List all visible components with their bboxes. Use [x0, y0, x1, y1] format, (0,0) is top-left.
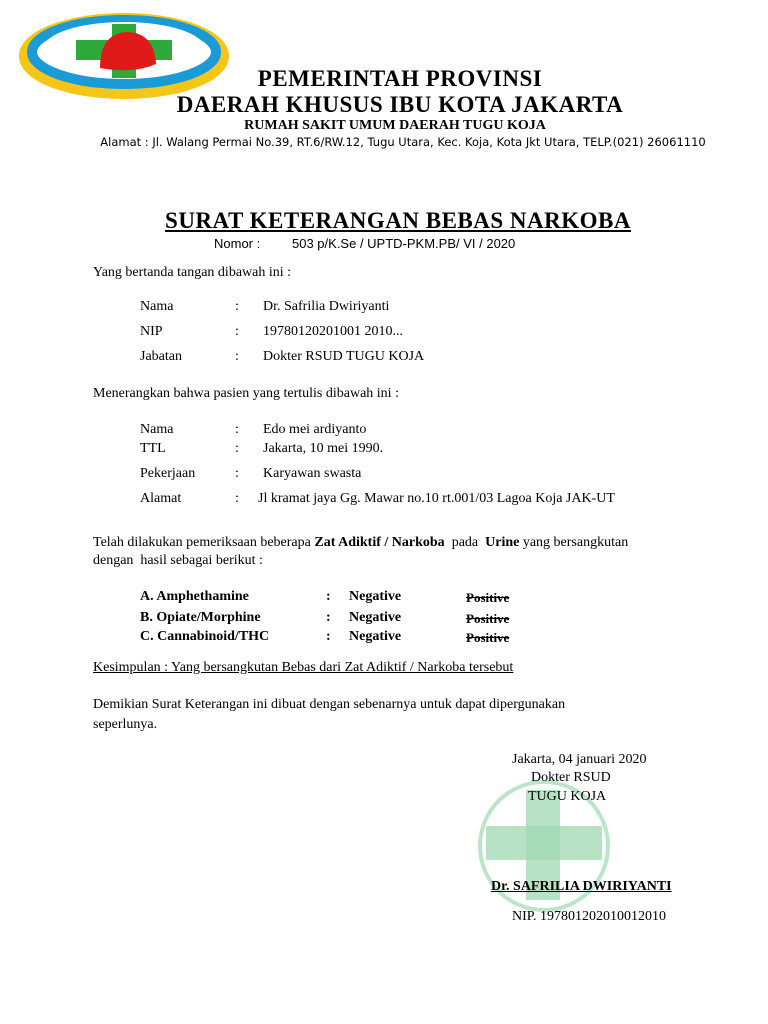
result-name-cannabinoid: C. Cannabinoid/THC [140, 629, 270, 644]
signer-name-colon: : [235, 299, 239, 314]
header-address: Alamat : Jl. Walang Permai No.39, RT.6/RW.12, Tugu Utara, Kec. Koja, Kota Jkt Utara, TELP.(021) 26061110 [100, 135, 706, 149]
signer-name-label: Nama [140, 299, 174, 314]
conclusion-text: Kesimpulan : Yang bersangkutan Bebas dari Zat Adiktif / Narkoba tersebut [93, 660, 514, 675]
nomor-label: Nomor : [214, 236, 261, 251]
patient-name-value: Edo mei ardiyanto [263, 422, 367, 437]
header-line-2: DAERAH KHUSUS IBU KOTA JAKARTA [176, 92, 624, 117]
patient-job-label: Pekerjaan [140, 466, 196, 481]
signature-nip: NIP. 197801202010012010 [512, 909, 667, 924]
header-line-1: PEMERINTAH PROVINSI [257, 66, 543, 91]
patient-address-value: Jl kramat jaya Gg. Mawar no.10 rt.001/03 Lagoa Koja JAK-UT [258, 491, 615, 506]
signature-place-date: Jakarta, 04 januari 2020 [512, 752, 647, 767]
patient-address-label: Alamat [140, 491, 182, 506]
exam-paragraph-line-2: dengan hasil sebagai berikut : [93, 553, 263, 568]
nomor-value: 503 p/K.Se / UPTD-PKM.PB/ VI / 2020 [292, 236, 516, 251]
result-name-opiate: B. Opiate/Morphine [140, 610, 261, 625]
signature-role-1: Dokter RSUD [531, 770, 611, 785]
patient-intro-text: Menerangkan bahwa pasien yang tertulis dibawah ini : [93, 386, 399, 401]
exam-text-a: Telah dilakukan pemeriksaan beberapa [93, 535, 315, 550]
document-title: SURAT KETERANGAN BEBAS NARKOBA [165, 208, 631, 233]
patient-name-colon: : [235, 422, 239, 437]
signer-nip-colon: : [235, 324, 239, 339]
signer-jabatan-colon: : [235, 349, 239, 364]
patient-address-colon: : [235, 491, 239, 506]
patient-job-colon: : [235, 466, 239, 481]
result-colon-2: : [326, 610, 331, 625]
exam-text-substance: Zat Adiktif / Narkoba [314, 535, 445, 550]
exam-text-c: pada [444, 535, 486, 550]
patient-ttl-colon: : [235, 441, 239, 456]
closing-line-2: seperlunya. [93, 717, 158, 732]
patient-job-value: Karyawan swasta [263, 466, 362, 481]
closing-line-1: Demikian Surat Keterangan ini dibuat dengan sebenarnya untuk dapat dipergunakan [93, 697, 566, 712]
signer-nip-label: NIP [140, 324, 163, 339]
result-name-amphetamine: A. Amphethamine [140, 589, 249, 604]
signature-role-2: TUGU KOJA [528, 789, 607, 804]
result-value-amphetamine: Negative [349, 589, 402, 604]
signer-jabatan-label: Jabatan [140, 349, 182, 364]
signature-name: Dr. SAFRILIA DWIRIYANTI [491, 879, 672, 894]
patient-name-label: Nama [140, 422, 174, 437]
result-colon-3: : [326, 629, 331, 644]
exam-paragraph-line-1 [93, 535, 628, 551]
patient-ttl-label: TTL [140, 441, 166, 456]
header-line-3: RUMAH SAKIT UMUM DAERAH TUGU KOJA [244, 118, 546, 133]
exam-text-e: yang bersangkutan [519, 535, 629, 550]
signer-nip-value: 19780120201001 2010... [263, 324, 403, 339]
result-struck-cannabinoid: Positive [466, 630, 510, 645]
result-struck-opiate: Positive [466, 611, 510, 626]
signer-jabatan-value: Dokter RSUD TUGU KOJA [263, 349, 425, 364]
intro-text: Yang bertanda tangan dibawah ini : [93, 265, 292, 280]
result-value-cannabinoid: Negative [349, 629, 402, 644]
patient-ttl-value: Jakarta, 10 mei 1990. [263, 441, 384, 456]
signer-name-value: Dr. Safrilia Dwiriyanti [263, 299, 390, 314]
result-value-opiate: Negative [349, 610, 402, 625]
result-colon-1: : [326, 589, 331, 604]
result-struck-amphetamine: Positive [466, 590, 510, 605]
exam-text-sample: Urine [485, 535, 520, 550]
